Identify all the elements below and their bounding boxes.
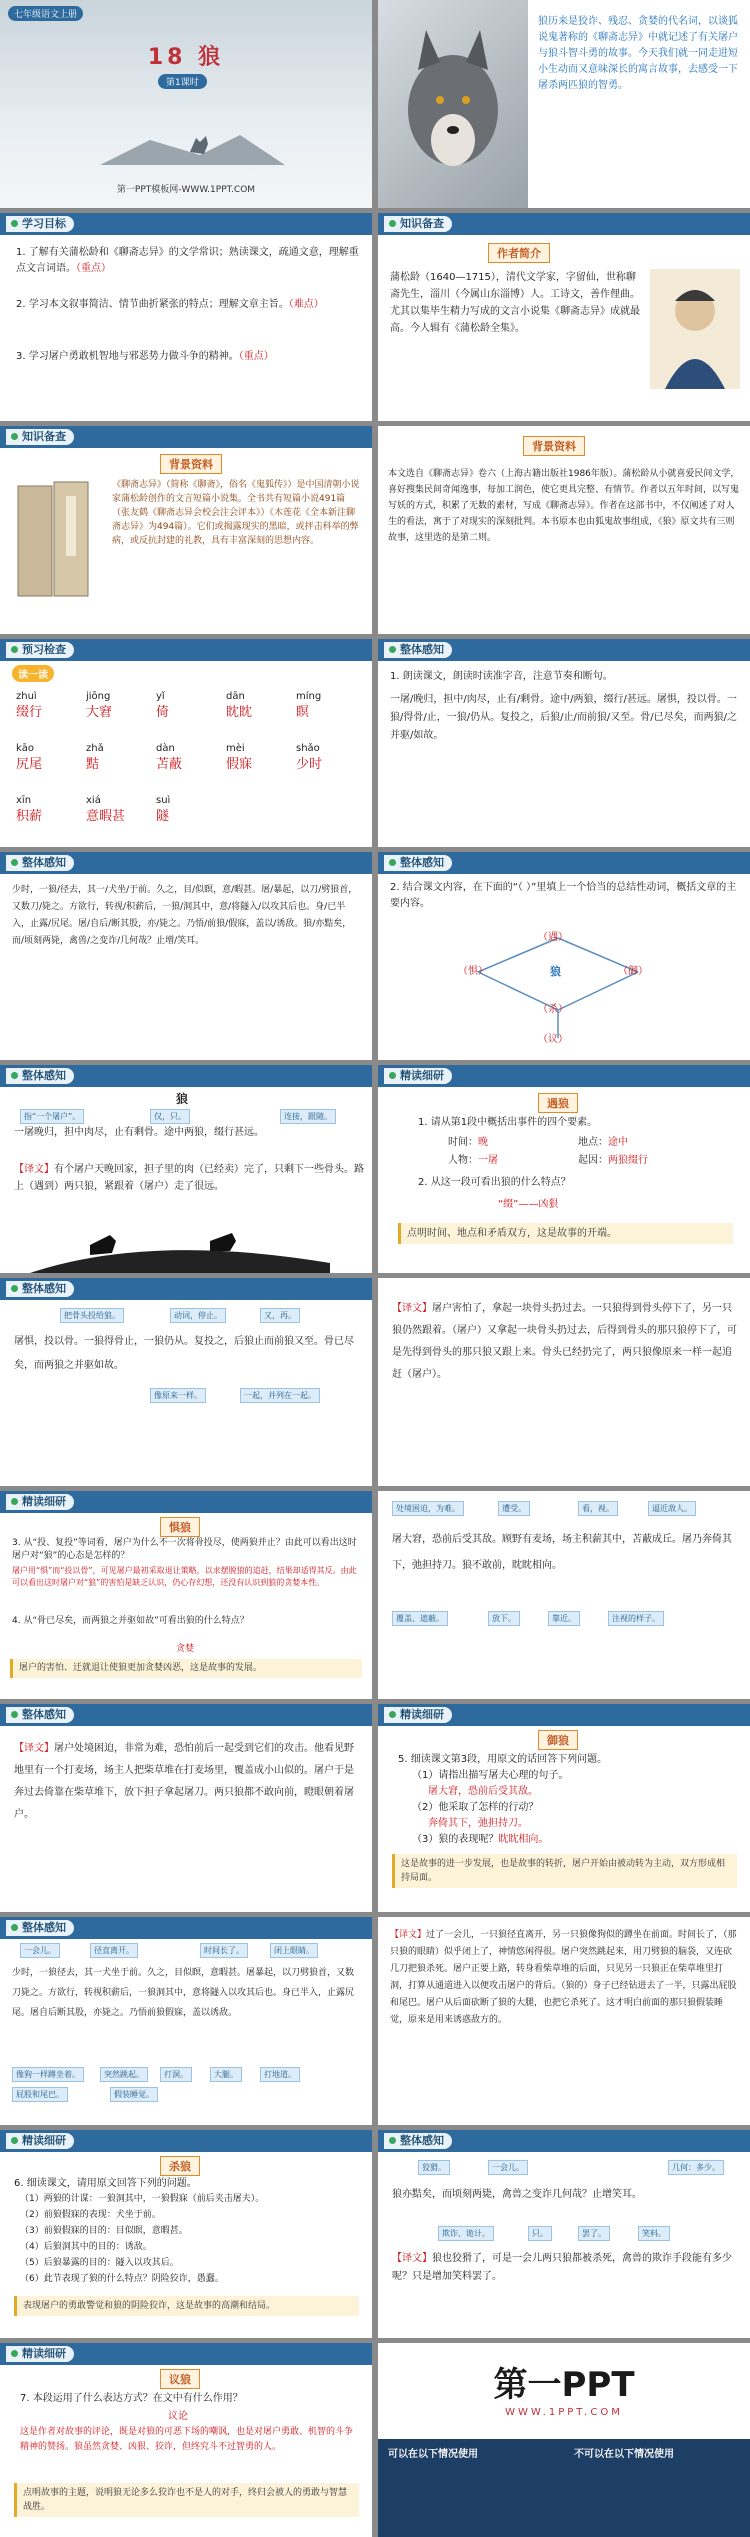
cover-slide[interactable]: [0, 0, 372, 208]
slide-header: [378, 213, 750, 235]
annotation: 屁股和尾巴。: [12, 2087, 68, 2102]
portrait-icon: [650, 269, 740, 389]
header-label: 整体感知: [6, 1281, 74, 1297]
annotation: 罢了。: [578, 2226, 610, 2241]
translation-text: 狼也狡猾了，可是一会儿两只狼都被杀死，禽兽的欺诈手段能有多少呢？只是增加笑料罢了。: [392, 2253, 732, 2282]
vocab-word: 大窘: [86, 705, 113, 720]
slide-header: [378, 852, 750, 874]
plot-node-right: （御）: [618, 966, 648, 977]
row-5: （5）后狼暴露的目的：隧入以攻其后。: [20, 2258, 179, 2268]
section-badge: 御狼: [538, 1730, 578, 1750]
annotation: 指“一个屠户”。: [20, 1109, 84, 1124]
trans2-slide[interactable]: [378, 1278, 750, 1486]
annotation: 大腿。: [210, 2067, 242, 2082]
book-icon: [8, 476, 108, 606]
read-badge: 读一读: [12, 665, 54, 682]
translation: [392, 1298, 737, 1386]
vocab-word: 瞑: [296, 705, 310, 720]
translation-label: 【译文】: [14, 1743, 54, 1754]
book-badge: 背景资料: [160, 454, 222, 474]
translation: [392, 2250, 737, 2286]
slide-header: [0, 426, 372, 448]
header-label: 精读细研: [6, 1494, 74, 1510]
header-label: 整体感知: [6, 1920, 74, 1936]
pinyin: yǐ: [156, 691, 165, 702]
text-line: 狼亦黠矣，而顷刻两毙，禽兽之变诈几何哉？止增笑耳。: [392, 2189, 642, 2200]
question-1: 1. 请从第1段中概括出事件的四个要素。: [418, 1117, 598, 1128]
summary-box: [14, 2483, 359, 2517]
ad-logo: 第一PPT: [493, 2365, 635, 2405]
translation-label: 【译文】: [390, 1930, 427, 1940]
slide-header: [0, 1917, 372, 1939]
slide-header: [0, 1065, 372, 1087]
plot-center: 狼: [550, 965, 561, 978]
field-label: 时间：: [448, 1137, 478, 1148]
summary-text: 这是故事的进一步发展，也是故事的转折，屠户开始由被动转为主动，双方形成相持局面。: [401, 1859, 726, 1883]
annotation: 打洞。: [160, 2067, 192, 2082]
summary-text: 点明时间、地点和矛盾双方，这是故事的开端。: [407, 1228, 617, 1239]
translation: [14, 1161, 364, 1195]
slide-header: [0, 2343, 372, 2365]
answer-4: 贪婪: [176, 1644, 195, 1654]
field-label: 地点：: [578, 1137, 608, 1148]
text5-slide[interactable]: [378, 2130, 750, 2338]
translation-label: 【译文】: [392, 1303, 432, 1314]
yulang2-slide[interactable]: [378, 1704, 750, 1912]
pinyin: míng: [296, 691, 322, 702]
pinyin: zhuì: [16, 691, 37, 702]
question-5-3: [412, 1832, 548, 1848]
pinyin: suì: [156, 795, 171, 806]
header-label: 知识备查: [6, 429, 74, 445]
slide-header: [378, 1065, 750, 1087]
wolf-head-icon: [378, 0, 528, 208]
reading-text: 一屠/晚归，担中/肉尽，止有/剩骨。途中/两狼，缀行/甚远。屠惧，投以骨。一狼/得骨/止，一狼/仍从。复投之，后狼/止/而前狼/又至。骨/已尽矣，而两狼/之并驱/如故。: [390, 694, 737, 741]
annotation: 一会儿。: [20, 1943, 60, 1958]
header-label: 预习检查: [6, 642, 74, 658]
vocab-word: 隧: [156, 809, 170, 824]
background-text: 本文选自《聊斋志异》卷六（上海古籍出版社1986年版）。蒲松龄从小就喜爱民间文学，喜好搜集民间奇闻逸事，每加工润色，使它更具完整、有情节。作者以五年时间，以写鬼写妖的方式，积累了无数的素材，写成《聊斋志异》。作者在这部书中，不仅阐述了对人生的看法，寓于了对现实的深刻批判。本书原本也由狐鬼故事组成，《狼》原文共有三则故事，这里选的是第二则。: [388, 469, 740, 543]
plot-node-left: （惧）: [458, 966, 488, 977]
question-5-2: （2）他采取了怎样的行动？: [412, 1802, 539, 1813]
reading-slide[interactable]: [378, 639, 750, 847]
row-3: （3）前狼假寐的目的：目似瞑，意暇甚。: [20, 2226, 188, 2236]
background-badge: 背景资料: [523, 436, 585, 456]
text2-slide[interactable]: [0, 1278, 372, 1486]
vocab-word: 意暇甚: [86, 809, 126, 824]
header-label: 学习目标: [6, 216, 74, 232]
section-badge: 杀狼: [160, 2156, 200, 2176]
translation: [390, 1927, 740, 2029]
question-3: 3. 从“投、复投”等词看，屠户为什么不一次将骨投尽，使两狼并止？由此可以看出这时屠户对“狼”的心态是怎样的？: [12, 1538, 357, 1561]
pinyin: dān: [226, 691, 245, 702]
goal-1-text: 1. 了解有关蒲松龄和《聊斋志异》的文学常识；熟读课文，疏通文意，理解重点文言词语。: [16, 247, 359, 274]
header-label: 精读细研: [6, 2133, 74, 2149]
book-text: 《聊斋志异》（简称《聊斋》，俗名《鬼狐传》）是中国清朝小说家蒲松龄创作的文言短篇小说集。全书共有短篇小说491篇（张友鹤《聊斋志异会校会注会评本》）《木莲花《全本新注聊斋志异》为494篇）。它们或揭露现实的黑暗，或抨击科举的弊病，或反抗封建的礼教，具有丰富深刻的思想内容。: [112, 480, 360, 546]
text4-slide[interactable]: [0, 1917, 372, 2125]
pause-text: 少时，一狼/径去，其一/犬坐/于前。久之，目/似瞑，意/暇甚。屠/暴起，以刀/劈狼首，又数刀/毙之。方欲行，转视/积薪后，一狼/洞其中，意/将隧入/以攻其后也。身/已半入，止露/尻尾。屠/自后/断其股，亦/毙之。乃悟/前狼/假寐，盖以/诱敌。狼/亦黠矣，而/顷刻两毙，禽兽/之变诈/几何哉？止增/笑耳。: [12, 885, 358, 946]
plot-question: 2. 结合课文内容，在下面的“（ ）”里填上一个恰当的总结性动词，概括文章的主要内容。: [390, 882, 737, 909]
annotation: 假装睡觉。: [110, 2087, 158, 2102]
translation-label: 【译文】: [14, 1164, 54, 1175]
slide-header: [0, 1278, 372, 1300]
summary-box: [10, 1659, 362, 1678]
annotation: 只。: [528, 2226, 552, 2241]
pinyin: xīn: [16, 795, 32, 806]
translation-label: 【译文】: [392, 2253, 432, 2264]
annotation: 连接，跟随。: [280, 1109, 336, 1124]
reading-question: 1. 朗读课文，朗读时读准字音，注意节奏和断句。: [390, 671, 613, 682]
plot-slide[interactable]: [378, 852, 750, 1060]
answer-5-1: 屠大窘，恐前后受其敌。: [428, 1786, 538, 1797]
question-7: 7. 本段运用了什么表达方式？在文中有什么作用？: [20, 2393, 243, 2404]
section-badge: 惧狼: [160, 1517, 200, 1537]
translation-text: 屠户害怕了，拿起一块骨头扔过去。一只狼得到骨头停下了，另一只狼仍然跟着。（屠户）又拿起一块骨头扔过去，后得到骨头的那只狼停下了，可是先得到骨头的那只狼又跟上来。骨头已经扔完了，两只狼像原来一样一起追赶（屠户）。: [392, 1303, 737, 1380]
ad-slide[interactable]: [378, 2343, 750, 2537]
field-event: [578, 1153, 648, 1169]
lesson-no: 18: [147, 45, 187, 70]
field-person: [448, 1153, 498, 1169]
field-time: [448, 1135, 488, 1151]
vocab-word: 眈眈: [226, 705, 253, 720]
annotation: 把骨头投给狼。: [60, 1308, 124, 1323]
answer-5-3: 眈眈相向。: [498, 1834, 549, 1845]
annotation: 欺诈、诡计。: [438, 2226, 494, 2241]
vocab-word: 积薪: [16, 809, 43, 824]
summary-text: 表现屠户的勇敢警觉和狼的阴险狡诈，这是故事的高潮和结局。: [23, 2301, 276, 2311]
slide-header: [378, 2130, 750, 2152]
header-label: 整体感知: [6, 1707, 74, 1723]
annotation: 狡猾。: [418, 2160, 450, 2175]
slide-header: [0, 1704, 372, 1726]
trans3-slide[interactable]: [0, 1704, 372, 1912]
slide-header: [0, 213, 372, 235]
text-line: 少时，一狼径去，其一犬坐于前。久之，目似瞑，意暇甚。屠暴起，以刀劈狼首，又数刀毙之。方欲行，转视积薪后，一狼洞其中，意将隧入以攻其后也。身已半入，止露尻尾。屠自后断其股，亦毙之。乃悟前狼假寐，盖以诱敌。: [12, 1968, 355, 2018]
intro-text: 狼历来是狡诈、残忍、贪婪的代名词，以谈狐说鬼著称的《聊斋志异》中就记述了有关屠户与狼斗智斗勇的故事。今天我们就一同走进短小生动而又意味深长的寓言故事，去感受一下屠杀两匹狼的智勇。: [538, 16, 738, 91]
answer-7-key: 议论: [168, 2411, 188, 2422]
translation-text: 过了一会儿，一只狼径直离开，另一只狼像狗似的蹲坐在前面。时间长了，（那只狼的眼睛）似乎闭上了，神情悠闲得很。屠户突然跳起来，用刀劈狼的脑袋，又连砍几刀把狼杀死。屠户正要上路，转身看柴草堆的后面，只见另一只狼正在柴草堆里打洞，打算从通道进入以便攻击屠户的背后。（狼的）身子已经钻进去了一半，只露出屁股和尾巴。屠户从后面砍断了狼的大腿，也把它杀死了。这才明白前面的那只狼假装睡觉，原来是用来诱惑敌方的。: [390, 1930, 737, 2025]
wolf-silhouette-icon: [90, 110, 290, 170]
ad-left-title: 可以在以下情况使用: [388, 2449, 478, 2460]
annotation: 看，视。: [578, 1501, 618, 1516]
pinyin: kāo: [16, 743, 35, 754]
section-badge: 议狼: [160, 2369, 200, 2389]
lesson-title: [0, 40, 372, 71]
grade-tag: 七年级语文上册: [8, 6, 83, 21]
header-label: 整体感知: [384, 2133, 452, 2149]
pinyin: dàn: [156, 743, 175, 754]
annotation: 一起，并列在一起。: [240, 1388, 320, 1403]
goal-3-tag: （重点）: [238, 351, 274, 362]
summary-box: [14, 2296, 359, 2316]
annotation: 突然跳起。: [100, 2067, 148, 2082]
pause-slide[interactable]: [0, 852, 372, 1060]
question-6: 6. 细读课文，请用原文回答下列的问题。: [14, 2178, 197, 2189]
vocab-word: 缀行: [16, 705, 43, 720]
shalang-slide[interactable]: [0, 2130, 372, 2338]
answer-3: 屠户用“惧”而“投以骨”，可见屠户最初采取退让策略，以求摆脱狼的追赶，结果却适得其反。由此可以看出这时屠户对“狼”的害怕是缺乏认识，仍心存幻想，还没有认识到狼的贪婪本性。: [12, 1566, 357, 1587]
background-slide[interactable]: [378, 426, 750, 634]
goal-3-text: 3. 学习屠户勇敢机智地与邪恶势力做斗争的精神。: [16, 351, 239, 362]
slide-header: [0, 1491, 372, 1513]
header-label: 知识备查: [384, 216, 452, 232]
book-slide[interactable]: [0, 426, 372, 634]
annotation: 放下。: [488, 1611, 520, 1626]
section-badge: 遇狼: [538, 1093, 578, 1113]
field-value: 两狼缀行: [608, 1155, 648, 1166]
annotation: 覆盖、遮蔽。: [392, 1611, 448, 1626]
text-title: 狼: [176, 1092, 189, 1106]
goal-2-tag: （难点）: [288, 299, 324, 310]
row-1: （1）两狼的计谋：一狼洞其中，一狼假寐（前后夹击屠夫）。: [20, 2194, 265, 2204]
plot-node-kill: （杀）: [538, 1004, 568, 1015]
vocab-word: 尻尾: [16, 757, 43, 772]
text-line: 屠惧，投以骨。一狼得骨止，一狼仍从。复投之，后狼止而前狼又至。骨已尽矣，而两狼之并驱如故。: [14, 1336, 354, 1371]
author-badge: 作者简介: [488, 243, 550, 263]
pinyin: zhǎ: [86, 743, 104, 754]
answer-2: “缀”——凶狠: [498, 1199, 559, 1210]
vocab-word: 苫蔽: [156, 757, 183, 772]
question-5-3-text: （3）狼的表现呢？: [412, 1834, 499, 1845]
site-text: 第一PPT模板网-WWW.1PPT.COM: [116, 185, 256, 195]
lesson-name: 狼: [198, 45, 225, 70]
question-5: 5. 细读课文第3段，用原文的话回答下列问题。: [398, 1754, 608, 1765]
plot-node-discuss: （议）: [538, 1034, 568, 1045]
annotation: 又，再。: [260, 1308, 300, 1323]
header-label: 整体感知: [384, 855, 452, 871]
yilang-slide[interactable]: [0, 2343, 372, 2537]
slide-header: [378, 639, 750, 661]
annotation: 遭受。: [498, 1501, 530, 1516]
author-slide[interactable]: [378, 213, 750, 421]
period-tag: 第1课时: [158, 74, 207, 89]
translation: [14, 1738, 359, 1826]
summary-text: 屠户的害怕、迁就退让使狼更加贪婪凶恶，这是故事的发展。: [19, 1663, 263, 1673]
question-5-1: （1）请指出描写屠夫心理的句子。: [412, 1770, 569, 1781]
author-text: 蒲松龄（1640—1715），清代文学家，字留仙，世称聊斋先生，淄川（今属山东淄博）人。工诗文，善作俚曲。尤其以集毕生精力写成的文言小说集《聊斋志异》成就最高。今人辑有《蒲松龄全集》。: [390, 272, 640, 334]
vocab-word: 假寐: [226, 757, 253, 772]
annotation: 处境困迫，为难。: [392, 1501, 464, 1516]
annotation: 时间长了。: [200, 1943, 248, 1958]
annotation: 径直离开。: [90, 1943, 138, 1958]
annotation: 像狗一样蹲坐着。: [12, 2067, 84, 2082]
slide-header: [0, 639, 372, 661]
pinyin: xiá: [86, 795, 101, 806]
annotation: 动词，停止。: [170, 1308, 226, 1323]
text3-slide[interactable]: [378, 1491, 750, 1699]
wolves-silhouette-icon: [30, 1215, 330, 1273]
goal-1: [16, 245, 361, 277]
annotation: 注视的样子。: [608, 1611, 664, 1626]
translation-text: 屠户处境困迫，非常为难，恐怕前后一起受到它们的攻击。他看见野地里有一个打麦场，场主人把柴草堆在打麦场里，覆盖成小山似的。屠户于是奔过去倚靠在柴草堆下，放下担子拿起屠刀。两只狼都不敢向前，瞪眼朝着屠户。: [14, 1743, 354, 1820]
field-label: 起因：: [578, 1155, 608, 1166]
answer-7: 这是作者对故事的评论，既是对狼的可恶下场的嘲讽，也是对屠户勇敢、机智的斗争精神的赞扬。狼虽然贪婪、凶狠、狡诈，但终究斗不过智勇的人。: [20, 2427, 354, 2452]
annotation: 逼近敌人。: [648, 1501, 696, 1516]
row-4: （4）后狼洞其中的目的：诱敌。: [20, 2242, 152, 2252]
header-label: 整体感知: [384, 642, 452, 658]
annotation: 靠近。: [548, 1611, 580, 1626]
summary-text: 点明故事的主题，说明狼无论多么狡诈也不是人的对手，终归会被人的勇敢与智慧战胜。: [23, 2488, 348, 2512]
question-2: 2. 从这一段可看出狼的什么特点？: [418, 1177, 571, 1188]
annotation: 像原来一样。: [150, 1388, 206, 1403]
slide-header: [0, 2130, 372, 2152]
summary-box: [398, 1223, 733, 1244]
goals-slide[interactable]: [0, 213, 372, 421]
annotation: 几何：多少。: [668, 2160, 724, 2175]
question-4: 4. 从“骨已尽矣，而两狼之并驱如故”可看出狼的什么特点？: [12, 1616, 249, 1626]
vocab-word: 黠: [86, 757, 100, 772]
translation-text: 有个屠户天晚回家，担子里的肉（已经卖）完了，只剩下一些骨头。路上（遇到）两只狼，紧跟着（屠户）走了很远。: [14, 1164, 364, 1192]
text-line: 一屠晚归，担中肉尽，止有剩骨。途中两狼，缀行甚远。: [14, 1127, 264, 1138]
annotation: 笑料。: [638, 2226, 670, 2241]
preview-slide[interactable]: [0, 639, 372, 847]
ad-right-title: 不可以在以下情况使用: [574, 2449, 674, 2460]
header-label: 整体感知: [6, 855, 74, 871]
goal-2-text: 2. 学习本文叙事简洁、情节曲折紧张的特点；理解文章主旨。: [16, 299, 289, 310]
vocab-word: 少时: [296, 757, 323, 772]
annotation: 仅，只。: [150, 1109, 190, 1124]
field-value: 一屠: [478, 1155, 498, 1166]
answer-5-2: 奔倚其下，弛担持刀。: [428, 1818, 528, 1829]
pinyin: shǎo: [296, 743, 320, 754]
pinyin: mèi: [226, 743, 245, 754]
intro-slide[interactable]: [378, 0, 750, 208]
annotation: 闭上眼睛。: [270, 1943, 318, 1958]
header-label: 整体感知: [6, 1068, 74, 1084]
header-label: 精读细研: [384, 1068, 452, 1084]
field-value: 途中: [608, 1137, 628, 1148]
pinyin: jiōng: [86, 691, 111, 702]
annotation: 打地道。: [260, 2067, 300, 2082]
vocab-word: 倚: [156, 705, 170, 720]
goal-1-tag: （重点）: [76, 263, 111, 274]
ad-url[interactable]: WWW.1PPT.COM: [505, 2407, 623, 2418]
text-line: 屠大窘，恐前后受其敌。顾野有麦场，场主积薪其中，苫蔽成丘。屠乃奔倚其下，弛担持刀。狼不敢前，眈眈相向。: [392, 1534, 732, 1571]
trans4-slide[interactable]: [378, 1917, 750, 2125]
annotation: 一会儿。: [488, 2160, 528, 2175]
header-label: 精读细研: [384, 1707, 452, 1723]
yulang-slide[interactable]: [378, 1065, 750, 1273]
field-label: 人物：: [448, 1155, 478, 1166]
plot-node-top: （遇）: [538, 932, 568, 943]
ad-banner: [378, 2343, 750, 2439]
field-value: 晚: [478, 1137, 488, 1148]
wolf-photo: [378, 0, 528, 208]
goal-3: [16, 349, 361, 365]
row-6: （6）此节表现了狼的什么特点？阴险狡诈，愚蠢。: [20, 2274, 224, 2284]
wolf-text-slide[interactable]: [0, 1065, 372, 1273]
header-label: 精读细研: [6, 2346, 74, 2362]
row-2: （2）前狼假寐的表现：犬坐于前。: [20, 2210, 161, 2220]
field-place: [578, 1135, 628, 1151]
goal-2: [16, 297, 361, 313]
slide-header: [378, 1704, 750, 1726]
slide-header: [0, 852, 372, 874]
julang-slide[interactable]: [0, 1491, 372, 1699]
summary-box: [392, 1854, 737, 1888]
